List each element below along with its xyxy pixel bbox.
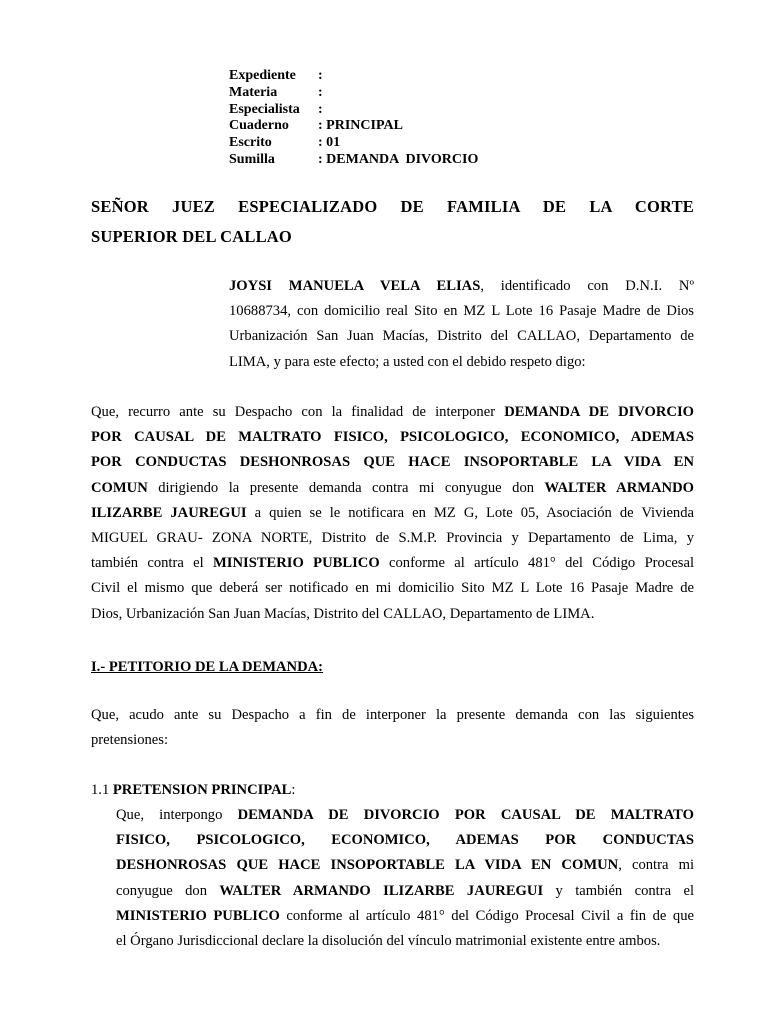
header-label: Expediente	[229, 68, 296, 83]
paragraph-line	[116, 803, 694, 828]
intro-line: 10688734, con domicilio real Sito en MZ L Lote 16 Pasaje Madre de Dios	[229, 303, 694, 320]
court-addressee	[91, 192, 694, 251]
addressee-line: SEÑOR JUEZ ESPECIALIZADO DE FAMILIA DE LA CORTE	[91, 197, 694, 216]
header-row	[229, 135, 478, 152]
bold-run: MINISTERIO PUBLICO	[116, 907, 280, 924]
intro-text: , identificado con D.N.I. Nº	[480, 278, 694, 294]
petitorio-heading: I.- PETITORIO DE LA DEMANDA:	[91, 659, 324, 675]
header-value: : PRINCIPAL	[318, 118, 403, 134]
header-label: Materia	[229, 84, 278, 100]
bold-run: POR CAUSAL DE MALTRATO FISICO, PSICOLOGICO, ECONOMICO, ADEMAS	[91, 429, 694, 446]
text-run: conyugue don	[116, 882, 220, 899]
header-label: Escrito	[229, 135, 272, 151]
header-label: Sumilla	[229, 151, 275, 167]
paragraph-line	[91, 551, 694, 576]
bold-run: DEMANDA DE DIVORCIO	[504, 404, 694, 420]
paragraph-line: pretensiones:	[91, 732, 169, 749]
text-run: dirigiendo la presente demanda contra mi conyugue don	[147, 479, 545, 496]
header-row	[229, 85, 478, 102]
paragraph-line	[91, 501, 694, 526]
paragraph-line	[91, 400, 694, 425]
section-number: 1.1	[91, 782, 113, 798]
header-value: :	[318, 68, 323, 83]
plaintiff-name: JOYSI MANUELA VELA ELIAS	[229, 278, 481, 294]
bold-run: MINISTERIO PUBLICO	[213, 555, 380, 572]
header-row	[229, 102, 478, 119]
paragraph-line: Civil el mismo que deberá ser notificado en mi domicilio Sito MZ L Lote 16 Pasaje Madre de	[91, 580, 694, 597]
intro-line: LIMA, y para este efecto; a usted con el debido respeto digo:	[229, 353, 586, 370]
bold-run: WALTER ARMANDO	[544, 479, 694, 496]
paragraph-line	[91, 450, 694, 475]
main-pretension-heading	[91, 778, 295, 803]
paragraph-line: Dios, Urbanización San Juan Macías, Distrito del CALLAO, Departamento de LIMA.	[91, 605, 595, 622]
header-value: :	[318, 84, 323, 100]
bold-run: DESHONROSAS QUE HACE INSOPORTABLE LA VIDA EN COMUN	[116, 857, 619, 874]
paragraph-line: el Órgano Jurisdiccional declare la disolución del vínculo matrimonial existente entre ambos.	[116, 933, 661, 950]
text-run: conforme al artículo 481° del Código Procesal	[379, 555, 694, 572]
plaintiff-intro	[229, 274, 694, 375]
bold-run: ILIZARBE JAUREGUI	[91, 504, 247, 521]
paragraph-line	[91, 476, 694, 501]
text-run: , contra mi	[618, 857, 694, 874]
header-row	[229, 68, 478, 85]
bold-run: COMUN	[91, 479, 148, 496]
header-label: Especialista	[229, 101, 300, 117]
text-run: Que, recurro ante su Despacho con la finalidad de interponer	[91, 404, 505, 420]
intro-line	[229, 274, 694, 299]
paragraph-line	[116, 828, 694, 853]
paragraph-line: Que, acudo ante su Despacho a fin de interponer la presente demanda con las siguientes	[91, 707, 694, 723]
header-row	[229, 118, 478, 135]
addressee-line: SUPERIOR DEL CALLAO	[91, 226, 292, 246]
bold-run: WALTER ARMANDO ILIZARBE JAUREGUI	[219, 882, 544, 899]
text-run: también contra el	[91, 555, 214, 572]
bold-run: FISICO, PSICOLOGICO, ECONOMICO, ADEMAS POR CONDUCTAS	[116, 832, 694, 849]
section-title: PRETENSION PRINCIPAL	[112, 782, 292, 798]
paragraph-line	[116, 879, 694, 904]
claim-paragraph	[91, 400, 694, 627]
paragraph-line: MIGUEL GRAU- ZONA NORTE, Distrito de S.M.P. Provincia y Departamento de Lima, y	[91, 530, 694, 547]
intro-line: Urbanización San Juan Macías, Distrito del CALLAO, Departamento de	[229, 328, 694, 345]
case-header	[229, 68, 478, 169]
text-run: conforme al artículo 481° del Código Procesal Civil a fin de que	[279, 907, 694, 924]
bold-run: DEMANDA DE DIVORCIO POR CAUSAL DE MALTRATO	[237, 807, 694, 823]
paragraph-line	[91, 425, 694, 450]
pretensions-intro	[91, 703, 694, 753]
paragraph-line	[116, 853, 694, 878]
main-pretension-body	[116, 803, 694, 954]
text-run: y también contra el	[543, 882, 694, 899]
bold-run: POR CONDUCTAS DESHONROSAS QUE HACE INSOPORTABLE LA VIDA EN	[91, 454, 694, 471]
section-colon: :	[291, 782, 296, 798]
header-row	[229, 152, 478, 169]
header-label: Cuaderno	[229, 118, 289, 134]
header-value: : DEMANDA DIVORCIO	[318, 151, 479, 167]
header-value: : 01	[318, 135, 341, 151]
paragraph-line	[116, 904, 694, 929]
text-run: Que, interpongo	[116, 807, 238, 823]
header-value: :	[318, 101, 323, 117]
text-run: a quien se le notificara en MZ G, Lote 05, Asociación de Vivienda	[246, 504, 694, 521]
